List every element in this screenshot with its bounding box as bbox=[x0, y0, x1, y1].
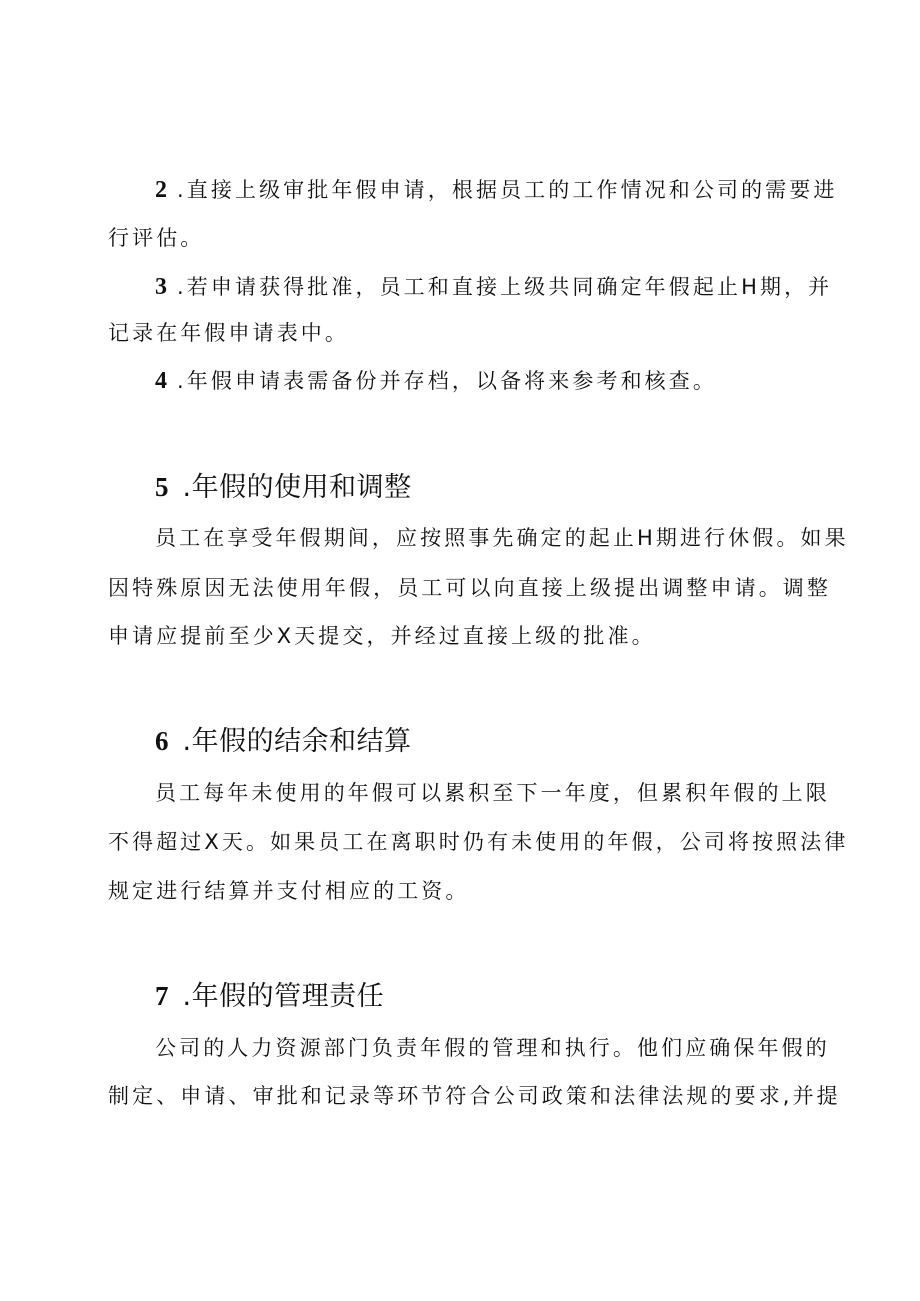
paragraph-line: 员工在享受年假期间，应按照事先确定的起止H期进行休假。如果 bbox=[155, 526, 849, 550]
paragraph-line: 员工每年未使用的年假可以累积至下一年度，但累积年假的上限 bbox=[155, 781, 830, 805]
section-title: .年假的管理责任 bbox=[182, 981, 385, 1012]
list-item-2-continuation: 行评估。 bbox=[108, 226, 205, 250]
list-item-text: .若申请获得批准，员工和直接上级共同确定年假起止H期，并 bbox=[177, 275, 833, 299]
list-item-2 bbox=[155, 175, 838, 205]
section-5-heading bbox=[155, 469, 412, 506]
paragraph-line: 制定、申请、审批和记录等环节符合公司政策和法律法规的要求,并提 bbox=[108, 1084, 841, 1108]
section-number: 7 bbox=[155, 981, 169, 1011]
paragraph-line: 公司的人力资源部门负责年假的管理和执行。他们应确保年假的 bbox=[155, 1036, 830, 1060]
section-number: 6 bbox=[155, 726, 169, 756]
list-item-number: 2 bbox=[155, 177, 167, 203]
list-item-number: 3 bbox=[155, 274, 167, 300]
section-title: .年假的结余和结算 bbox=[182, 726, 412, 757]
list-item-text: .直接上级审批年假申请，根据员工的工作情况和公司的需要进 bbox=[177, 178, 838, 202]
section-number: 5 bbox=[155, 472, 169, 502]
paragraph-line: 申请应提前至少X天提交，并经过直接上级的批准。 bbox=[108, 624, 656, 648]
paragraph-line: 不得超过X天。如果员工在离职时仍有未使用的年假，公司将按照法律 bbox=[108, 830, 849, 854]
section-6-heading bbox=[155, 723, 412, 760]
paragraph-line: 因特殊原因无法使用年假，员工可以向直接上级提出调整申请。调整 bbox=[108, 576, 831, 600]
list-item-3-continuation: 记录在年假申请表中。 bbox=[108, 321, 349, 345]
paragraph-line: 规定进行结算并支付相应的工资。 bbox=[108, 879, 470, 903]
list-item-text: .年假申请表需备份并存档，以备将来参考和核查。 bbox=[177, 369, 717, 393]
list-item-number: 4 bbox=[155, 368, 167, 394]
list-item-3 bbox=[155, 272, 833, 302]
section-7-heading bbox=[155, 978, 384, 1015]
list-item-4 bbox=[155, 366, 820, 396]
section-title: .年假的使用和调整 bbox=[182, 472, 412, 503]
